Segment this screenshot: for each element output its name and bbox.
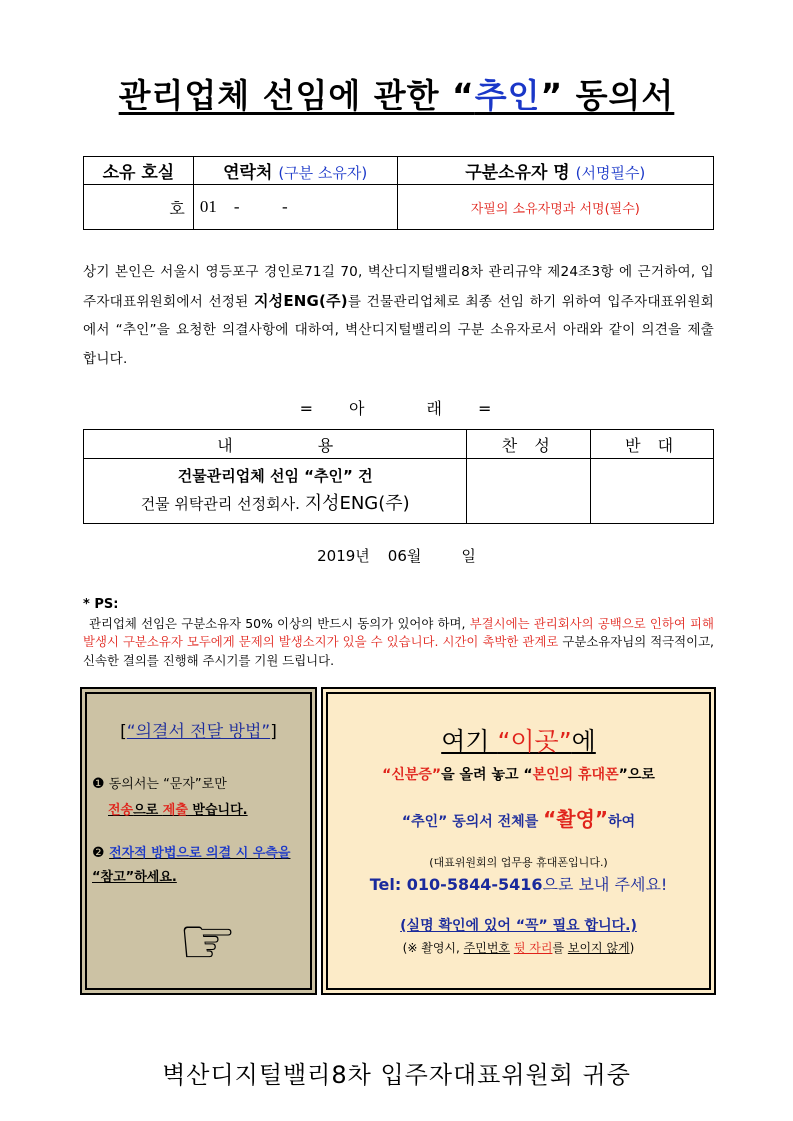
tel-line: [323, 872, 714, 895]
header-content: 내 용: [84, 430, 467, 459]
signature-hint: 자필의 소유자명과 서명(필수): [470, 201, 640, 217]
vote-table: [83, 429, 714, 524]
photograph-text: “촬영”: [543, 807, 609, 831]
bullet1-marker: ❶: [92, 776, 105, 792]
paragraph-company: 지성ENG(주): [253, 291, 348, 310]
below-heading: [0, 396, 793, 419]
line1-end: ”으로: [618, 767, 655, 783]
date-line: [0, 545, 793, 566]
right-box-heading: 여기 “이곳”에: [441, 727, 596, 756]
bullet1-end: 받습니다.: [187, 803, 248, 818]
date-day: 일: [461, 547, 476, 565]
line1-mid: 을 올려 놓고 “: [441, 767, 533, 783]
closing-addressee: 벽산디지털밸리8차 입주자대표위원회 귀중: [162, 1061, 631, 1089]
signature-field[interactable]: [397, 185, 713, 230]
warn-resident-number: 주민번호: [463, 941, 511, 955]
bullet1-send: 전송: [108, 803, 134, 818]
vote-item: [84, 459, 467, 524]
delivery-method-box: [80, 687, 317, 995]
id-card-text: “신분증”: [382, 767, 442, 783]
paragraph-part1: 상기 본인은 서울시 영등포구 경인로71길 70, 벽산디지털밸리8차 관리규약 제24조3항 에 근거하여, 입주자대표위원회에서 선정된: [83, 264, 714, 310]
agree-cell[interactable]: [467, 459, 591, 524]
tel-rest: 으로 보내 주세요!: [542, 875, 668, 894]
header-owner-name-sub: (서명필수): [575, 164, 646, 182]
header-unit: 소유 호실: [84, 157, 194, 185]
consent-paragraph: [83, 258, 714, 373]
ps-text1: 관리업체 선임은 구분소유자 50% 이상의 반드시 동의가 있어야 하며,: [89, 615, 470, 631]
date-month: 06월: [387, 547, 422, 565]
owner-info-table: [83, 156, 714, 230]
warn-back-digits: 뒷 자리: [513, 941, 553, 955]
right-box-line1: [323, 764, 714, 784]
line2-end: 하여: [608, 814, 636, 830]
right-box-heading-red: “이곳”: [497, 727, 572, 756]
header-owner-name: 구분소유자 명 (서명필수): [397, 157, 713, 185]
below-rae: 래: [426, 399, 444, 418]
bullet1-mid: 으로: [133, 803, 163, 818]
header-contact-sub: (구분 소유자): [278, 164, 368, 182]
delivery-method-heading: [“의결서 전달 방법”]: [120, 722, 277, 742]
title-highlight: 추인: [474, 76, 541, 115]
confirm-line: [323, 915, 714, 935]
header-oppose: 반 대: [591, 430, 714, 459]
delivery-bullet-2: [92, 841, 297, 890]
contact-field[interactable]: [193, 185, 397, 230]
business-phone-note: (대표위원회의 업무용 휴대폰입니다.): [429, 856, 608, 869]
ps-note: [83, 596, 714, 670]
vote-item-company: 지성ENG(주): [304, 493, 410, 514]
page-title: [0, 70, 793, 117]
unit-suffix: 호: [169, 198, 185, 218]
ps-label: * PS:: [83, 597, 119, 612]
title-text-end: ” 동의서: [540, 76, 675, 115]
confirm-text: (실명 확인에 있어 “꼭” 필요 합니다.): [400, 918, 637, 934]
below-a: 아: [349, 399, 367, 418]
line2-pre: “추인” 동의서 전체를: [401, 814, 544, 830]
warn-hide: 보이지 않게: [567, 941, 630, 955]
tel-number[interactable]: Tel: 010-5844-5416: [369, 875, 543, 894]
paragraph-part2: 를 건물관리업체로 최종 선임 하기 위하여 입주자대표위원회에서 “추인”을 요청한 의결사항에 대하여, 벽산디지털밸리의 구분 소유자로서 아래와 같이 의견을 제출 합니다.: [83, 293, 714, 367]
ps-text-red: 부결시에는 관리회사의 공백으로 인하여 피해발생시 구분소유자 모두에게 문제의 발생소지가 있을 수 있습니다. 시간이 촉박한 관계로: [83, 615, 714, 649]
title-text: 관리업체 선임에 관한 “: [118, 76, 475, 115]
date-year: 2019년: [317, 547, 370, 565]
bullet2-marker: ❷: [92, 845, 105, 861]
unit-field[interactable]: [84, 185, 194, 230]
header-contact: 연락처 (구분 소유자): [193, 157, 397, 185]
bullet2-blue: 전자적 방법으로 의결 시 우측을: [109, 846, 291, 861]
vote-item-title: 건물관리업체 선임 “추인” 건: [177, 467, 373, 485]
vote-item-desc: 건물 위탁관리 선정회사.: [140, 495, 300, 513]
ps-text2: 구분소유자님의 적극적이고, 신속한 결의를 진행해 주시기를 기원 드립니다.: [83, 634, 714, 668]
bullet1-line1: 동의서는 “문자”로만: [108, 777, 227, 792]
below-eq-left: =: [299, 399, 316, 418]
oppose-cell[interactable]: [591, 459, 714, 524]
own-phone-text: 본인의 휴대폰: [532, 767, 619, 783]
bullet2-end: “참고”하세요.: [92, 870, 177, 885]
right-box-line2: [323, 803, 714, 832]
header-agree: 찬 성: [467, 430, 591, 459]
below-eq-right: =: [477, 399, 494, 418]
pointing-hand-icon: ☞: [178, 903, 238, 980]
warning-line: (※ 촬영시, 주민번호 뒷 자리를 보이지 않게): [402, 941, 635, 955]
delivery-bullet-1: [92, 771, 307, 824]
bullet1-submit: 제출: [162, 803, 188, 818]
photo-instructions-box: [321, 687, 716, 995]
phone-value: 01 - -: [199, 197, 288, 216]
